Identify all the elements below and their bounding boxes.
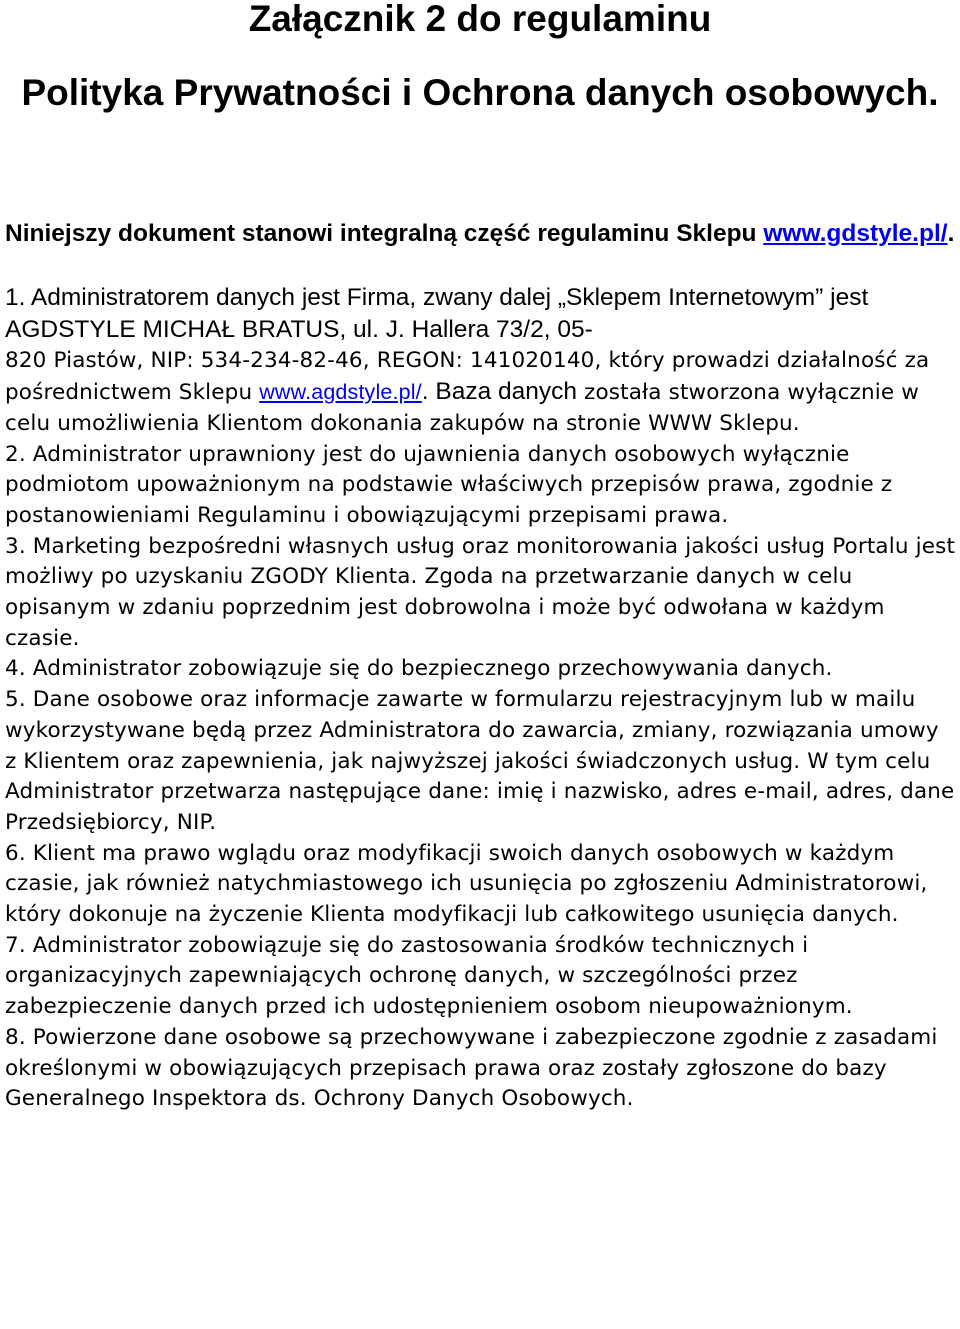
section-1 — [5, 283, 957, 440]
section-1-purpose: została stworzona wyłącznie w celu umożliwienia Klientom dokonania zakupów na stronie WWW Sklepu. — [5, 380, 919, 436]
section-5: 5. Dane osobowe oraz informacje zawarte w formularzu rejestracyjnym lub w mailu wykorzystywane będą przez Administratora do zawarcia, zmiany, rozwiązania umowy z Klientem oraz zapewnienia, jak najwyższej jakości świadczonych usług. W tym celu Administrator przetwarza następujące dane: imię i nazwisko, adres e-mail, adres, dane Przedsiębiorcy, NIP. — [5, 687, 955, 835]
section-1-database: . Baza danych — [421, 378, 578, 406]
section-8: 8. Powierzone dane osobowe są przechowywane i zabezpieczone zgodnie z zasadami określonymi w obowiązujących przepisach prawa oraz zostały zgłoszone do bazy Generalnego Inspektora ds. Ochrony Danych Osobowych. — [5, 1024, 938, 1112]
section-2: 2. Administrator uprawniony jest do ujawnienia danych osobowych wyłącznie podmiotom upoważnionym na podstawie właściwych przepisów prawa, zgodnie z postanowieniami Regulaminu i obowiązującymi przepisami prawa. — [5, 441, 893, 528]
gdstyle-link[interactable]: www.gdstyle.pl/ — [763, 220, 948, 247]
section-3: 3. Marketing bezpośredni własnych usług oraz monitorowania jakości usług Portalu jest możliwy po uzyskaniu ZGODY Klienta. Zgoda na przetwarzanie danych w celu opisanym w zdaniu poprzednim jest dobrowolna i może być odwołana w każdym czasie. — [5, 533, 956, 651]
section-7: 7. Administrator zobowiązuje się do zastosowania środków technicznych i organizacyjnych zapewniających ochronę danych, w szczególności przez zabezpieczenie danych przed ich udostępnieniem osobom nieupoważnionym. — [5, 932, 853, 1020]
document-title: Polityka Prywatności i Ochrona danych osobowych. — [21, 72, 939, 113]
intro-paragraph — [5, 218, 955, 249]
section-4: 4. Administrator zobowiązuje się do bezpiecznego przechowywania danych. — [5, 656, 833, 682]
intro-period: . — [947, 220, 955, 247]
section-1-details: 820 Piastów, NIP: 534-234-82-46, REGON: 141020140, który prowadzi działalność za pośrednictwem Sklepu — [5, 348, 930, 406]
policy-sections — [5, 283, 957, 1115]
section-6: 6. Klient ma prawo wglądu oraz modyfikacji swoich danych osobowych w każdym czasie, jak również natychmiastowego ich usunięcia po zgłoszeniu Administratorowi, który dokonuje na życzenie Klienta modyfikacji lub całkowitego usunięcia danych. — [5, 840, 928, 928]
attachment-heading: Załącznik 2 do regulaminu — [248, 0, 712, 39]
section-1-administrator: 1. Administratorem danych jest Firma, zwany dalej „Sklepem Internetowym” jest AGDSTYLE MICHAŁ BRATUS, ul. J. Hallera 73/2, 05- — [5, 284, 869, 343]
intro-text: Niniejszy dokument stanowi integralną część regulaminu Sklepu — [5, 220, 764, 247]
agdstyle-link[interactable]: www.agdstyle.pl/ — [259, 380, 422, 405]
